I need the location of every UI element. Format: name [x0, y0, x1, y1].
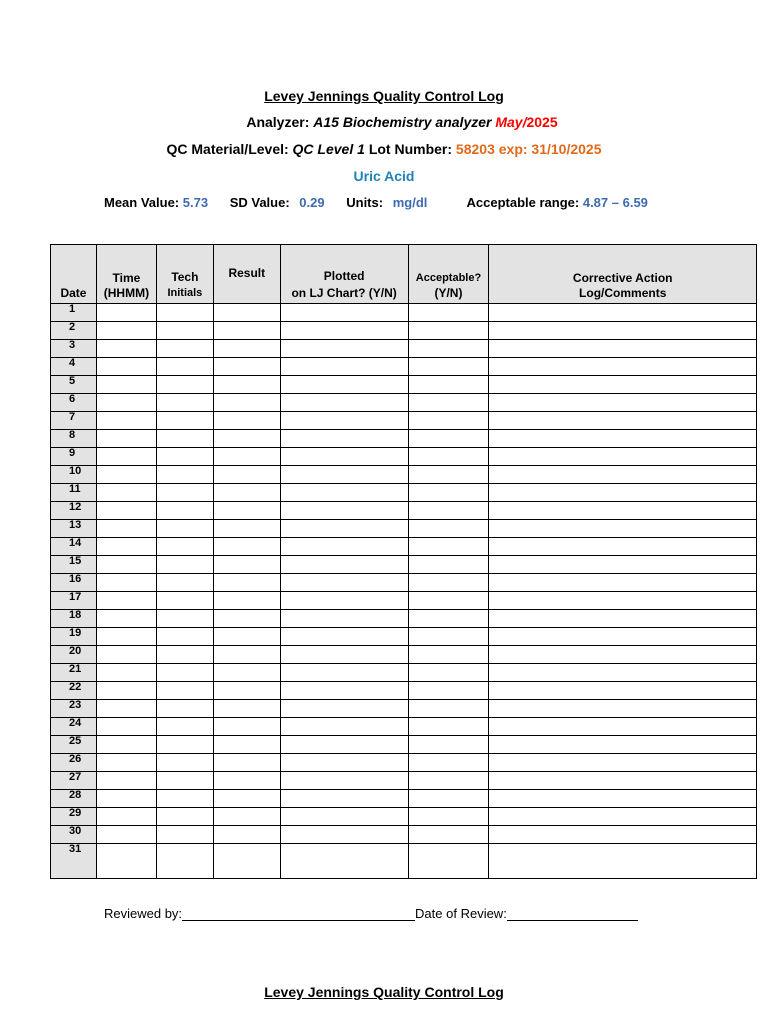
tech-cell[interactable] [156, 772, 213, 790]
time-cell[interactable] [96, 718, 156, 736]
acceptable-cell[interactable] [408, 412, 489, 430]
qc-label: QC Material/Level: [166, 141, 289, 157]
tech-cell[interactable] [156, 628, 213, 646]
tech-cell[interactable] [156, 646, 213, 664]
comments-cell[interactable] [489, 592, 757, 610]
table-row [51, 484, 757, 502]
comments-cell[interactable] [489, 412, 757, 430]
result-cell[interactable] [213, 556, 280, 574]
comments-cell[interactable] [489, 610, 757, 628]
table-row [51, 736, 757, 754]
tech-cell[interactable] [156, 844, 213, 879]
tech-cell[interactable] [156, 466, 213, 484]
col-plotted: Plotted on LJ Chart? (Y/N) [280, 245, 408, 304]
result-cell[interactable] [213, 610, 280, 628]
comments-cell[interactable] [489, 844, 757, 879]
tech-cell[interactable] [156, 718, 213, 736]
tech-cell[interactable] [156, 682, 213, 700]
plotted-cell[interactable] [280, 556, 408, 574]
comments-cell[interactable] [489, 628, 757, 646]
acceptable-cell[interactable] [408, 304, 489, 322]
plotted-cell[interactable] [280, 376, 408, 394]
acceptable-cell[interactable] [408, 736, 489, 754]
comments-cell[interactable] [489, 484, 757, 502]
col-acceptable: Acceptable? (Y/N) [408, 245, 489, 304]
result-cell[interactable] [213, 538, 280, 556]
acceptable-cell[interactable] [408, 700, 489, 718]
qc-line [0, 141, 768, 157]
table-row [51, 340, 757, 358]
acceptable-cell[interactable] [408, 808, 489, 826]
comments-cell[interactable] [489, 520, 757, 538]
time-cell[interactable] [96, 736, 156, 754]
stats-row [104, 195, 648, 210]
time-cell[interactable] [96, 844, 156, 879]
table-row [51, 538, 757, 556]
plotted-cell[interactable] [280, 340, 408, 358]
qc-level: QC Level 1 [292, 141, 365, 157]
time-cell[interactable] [96, 628, 156, 646]
date-cell: 21 [51, 664, 97, 682]
date-cell: 10 [51, 466, 97, 484]
plotted-cell[interactable] [280, 394, 408, 412]
time-cell[interactable] [96, 808, 156, 826]
comments-cell[interactable] [489, 304, 757, 322]
comments-cell[interactable] [489, 502, 757, 520]
table-row [51, 430, 757, 448]
time-cell[interactable] [96, 682, 156, 700]
comments-cell[interactable] [489, 754, 757, 772]
acceptable-cell[interactable] [408, 484, 489, 502]
tech-cell[interactable] [156, 754, 213, 772]
result-cell[interactable] [213, 592, 280, 610]
comments-cell[interactable] [489, 772, 757, 790]
comments-cell[interactable] [489, 808, 757, 826]
comments-cell[interactable] [489, 826, 757, 844]
comments-cell[interactable] [489, 556, 757, 574]
table-row [51, 358, 757, 376]
analyzer-name: A15 Biochemistry analyzer [313, 114, 492, 130]
comments-cell[interactable] [489, 430, 757, 448]
time-cell[interactable] [96, 376, 156, 394]
review-footer [104, 906, 638, 921]
plotted-cell[interactable] [280, 628, 408, 646]
comments-cell[interactable] [489, 358, 757, 376]
sd-value: 0.29 [299, 195, 325, 210]
table-row [51, 376, 757, 394]
acceptable-cell[interactable] [408, 556, 489, 574]
time-cell[interactable] [96, 430, 156, 448]
acceptable-cell[interactable] [408, 430, 489, 448]
comments-cell[interactable] [489, 682, 757, 700]
plotted-cell[interactable] [280, 844, 408, 879]
tech-cell[interactable] [156, 358, 213, 376]
result-cell[interactable] [213, 826, 280, 844]
acceptable-cell[interactable] [408, 520, 489, 538]
date-cell: 22 [51, 682, 97, 700]
result-cell[interactable] [213, 358, 280, 376]
time-cell[interactable] [96, 790, 156, 808]
tech-cell[interactable] [156, 484, 213, 502]
mean-label: Mean Value: [104, 195, 180, 210]
comments-cell[interactable] [489, 394, 757, 412]
tech-cell[interactable] [156, 304, 213, 322]
time-cell[interactable] [96, 538, 156, 556]
next-page-title: Levey Jennings Quality Control Log [264, 984, 504, 1000]
result-cell[interactable] [213, 754, 280, 772]
date-cell: 9 [51, 448, 97, 466]
date-cell: 3 [51, 340, 97, 358]
plotted-cell[interactable] [280, 718, 408, 736]
table-row [51, 394, 757, 412]
plotted-cell[interactable] [280, 502, 408, 520]
tech-cell[interactable] [156, 412, 213, 430]
tech-cell[interactable] [156, 664, 213, 682]
date-cell: 17 [51, 592, 97, 610]
time-cell[interactable] [96, 574, 156, 592]
time-cell[interactable] [96, 340, 156, 358]
time-cell[interactable] [96, 520, 156, 538]
plotted-cell[interactable] [280, 826, 408, 844]
col-time: Time (HHMM) [96, 245, 156, 304]
range-value: 4.87 – 6.59 [582, 195, 648, 210]
tech-cell[interactable] [156, 394, 213, 412]
plotted-cell[interactable] [280, 430, 408, 448]
table-row [51, 502, 757, 520]
lot-label: Lot Number: [368, 141, 453, 157]
col-date: Date [51, 245, 97, 304]
table-row [51, 556, 757, 574]
time-cell[interactable] [96, 448, 156, 466]
comments-cell[interactable] [489, 574, 757, 592]
plotted-cell[interactable] [280, 808, 408, 826]
date-cell: 5 [51, 376, 97, 394]
date-cell: 29 [51, 808, 97, 826]
table-row [51, 466, 757, 484]
result-cell[interactable] [213, 808, 280, 826]
range-label: Acceptable range: [466, 195, 580, 210]
acceptable-cell[interactable] [408, 754, 489, 772]
plotted-cell[interactable] [280, 412, 408, 430]
date-cell: 28 [51, 790, 97, 808]
units-value: mg/dl [392, 195, 428, 210]
plotted-cell[interactable] [280, 646, 408, 664]
plotted-cell[interactable] [280, 358, 408, 376]
lot-value: 58203 exp: 31/10/2025 [455, 141, 602, 157]
plotted-cell[interactable] [280, 484, 408, 502]
time-cell[interactable] [96, 556, 156, 574]
acceptable-cell[interactable] [408, 844, 489, 879]
analyzer-year: 2025 [526, 114, 558, 130]
plotted-cell[interactable] [280, 592, 408, 610]
date-cell: 27 [51, 772, 97, 790]
acceptable-cell[interactable] [408, 664, 489, 682]
time-cell[interactable] [96, 304, 156, 322]
date-cell: 2 [51, 322, 97, 340]
table-row [51, 646, 757, 664]
table-row [51, 826, 757, 844]
result-cell[interactable] [213, 466, 280, 484]
date-cell: 19 [51, 628, 97, 646]
tech-cell[interactable] [156, 826, 213, 844]
result-cell[interactable] [213, 412, 280, 430]
table-row [51, 610, 757, 628]
date-cell: 14 [51, 538, 97, 556]
comments-cell[interactable] [489, 340, 757, 358]
plotted-cell[interactable] [280, 682, 408, 700]
acceptable-cell[interactable] [408, 772, 489, 790]
date-cell: 13 [51, 520, 97, 538]
col-result: Result [213, 245, 280, 304]
result-cell[interactable] [213, 574, 280, 592]
time-cell[interactable] [96, 322, 156, 340]
analyzer-month: May/ [495, 114, 527, 130]
table-row [51, 520, 757, 538]
result-cell[interactable] [213, 646, 280, 664]
date-cell: 30 [51, 826, 97, 844]
reviewed-by-label: Reviewed by: [104, 906, 183, 921]
date-of-review-label: Date of Review: [415, 906, 507, 921]
result-cell[interactable] [213, 322, 280, 340]
tech-cell[interactable] [156, 700, 213, 718]
tech-cell[interactable] [156, 520, 213, 538]
units-label: Units: [346, 195, 384, 210]
tech-cell[interactable] [156, 736, 213, 754]
acceptable-cell[interactable] [408, 358, 489, 376]
table-row [51, 664, 757, 682]
time-cell[interactable] [96, 394, 156, 412]
analyzer-line [0, 114, 768, 130]
date-cell: 20 [51, 646, 97, 664]
plotted-cell[interactable] [280, 772, 408, 790]
date-cell: 4 [51, 358, 97, 376]
acceptable-cell[interactable] [408, 502, 489, 520]
date-cell: 23 [51, 700, 97, 718]
table-row [51, 628, 757, 646]
result-cell[interactable] [213, 628, 280, 646]
acceptable-cell[interactable] [408, 466, 489, 484]
comments-cell[interactable] [489, 448, 757, 466]
sd-label: SD Value: [229, 195, 290, 210]
table-row [51, 304, 757, 322]
date-cell: 26 [51, 754, 97, 772]
comments-cell[interactable] [489, 322, 757, 340]
comments-cell[interactable] [489, 376, 757, 394]
comments-cell[interactable] [489, 646, 757, 664]
tech-cell[interactable] [156, 430, 213, 448]
result-cell[interactable] [213, 376, 280, 394]
acceptable-cell[interactable] [408, 592, 489, 610]
plotted-cell[interactable] [280, 448, 408, 466]
table-row [51, 700, 757, 718]
date-cell: 15 [51, 556, 97, 574]
table-row [51, 718, 757, 736]
result-cell[interactable] [213, 682, 280, 700]
date-cell: 8 [51, 430, 97, 448]
tech-cell[interactable] [156, 376, 213, 394]
comments-cell[interactable] [489, 664, 757, 682]
analyte-name: Uric Acid [353, 168, 415, 184]
plotted-cell[interactable] [280, 790, 408, 808]
result-cell[interactable] [213, 736, 280, 754]
table-row [51, 772, 757, 790]
time-cell[interactable] [96, 700, 156, 718]
acceptable-cell[interactable] [408, 628, 489, 646]
time-cell[interactable] [96, 592, 156, 610]
tech-cell[interactable] [156, 610, 213, 628]
tech-cell[interactable] [156, 592, 213, 610]
time-cell[interactable] [96, 772, 156, 790]
col-corrective: Corrective Action Log/Comments [489, 245, 757, 304]
page-title: Levey Jennings Quality Control Log [264, 88, 504, 104]
acceptable-cell[interactable] [408, 826, 489, 844]
plotted-cell[interactable] [280, 322, 408, 340]
time-cell[interactable] [96, 826, 156, 844]
table-row [51, 682, 757, 700]
time-cell[interactable] [96, 466, 156, 484]
reviewed-by-blank[interactable] [182, 908, 415, 921]
acceptable-cell[interactable] [408, 574, 489, 592]
table-header-row [51, 245, 757, 304]
result-cell[interactable] [213, 430, 280, 448]
acceptable-cell[interactable] [408, 340, 489, 358]
table-row [51, 790, 757, 808]
date-cell: 1 [51, 304, 97, 322]
acceptable-cell[interactable] [408, 376, 489, 394]
plotted-cell[interactable] [280, 574, 408, 592]
time-cell[interactable] [96, 484, 156, 502]
table-row [51, 574, 757, 592]
date-cell: 16 [51, 574, 97, 592]
result-cell[interactable] [213, 718, 280, 736]
table-row [51, 844, 757, 879]
date-cell: 6 [51, 394, 97, 412]
result-cell[interactable] [213, 340, 280, 358]
acceptable-cell[interactable] [408, 394, 489, 412]
result-cell[interactable] [213, 664, 280, 682]
time-cell[interactable] [96, 358, 156, 376]
table-row [51, 448, 757, 466]
time-cell[interactable] [96, 502, 156, 520]
result-cell[interactable] [213, 448, 280, 466]
plotted-cell[interactable] [280, 610, 408, 628]
table-row [51, 592, 757, 610]
analyzer-label: Analyzer: [246, 114, 310, 130]
date-cell: 25 [51, 736, 97, 754]
acceptable-cell[interactable] [408, 610, 489, 628]
result-cell[interactable] [213, 772, 280, 790]
acceptable-cell[interactable] [408, 322, 489, 340]
tech-cell[interactable] [156, 322, 213, 340]
acceptable-cell[interactable] [408, 718, 489, 736]
date-cell: 11 [51, 484, 97, 502]
comments-cell[interactable] [489, 466, 757, 484]
result-cell[interactable] [213, 520, 280, 538]
date-cell: 7 [51, 412, 97, 430]
comments-cell[interactable] [489, 790, 757, 808]
acceptable-cell[interactable] [408, 790, 489, 808]
tech-cell[interactable] [156, 448, 213, 466]
plotted-cell[interactable] [280, 736, 408, 754]
date-cell: 18 [51, 610, 97, 628]
table-row [51, 754, 757, 772]
tech-cell[interactable] [156, 502, 213, 520]
date-of-review-blank[interactable] [507, 908, 638, 921]
result-cell[interactable] [213, 700, 280, 718]
tech-cell[interactable] [156, 808, 213, 826]
comments-cell[interactable] [489, 538, 757, 556]
result-cell[interactable] [213, 502, 280, 520]
result-cell[interactable] [213, 484, 280, 502]
tech-cell[interactable] [156, 340, 213, 358]
result-cell[interactable] [213, 394, 280, 412]
comments-cell[interactable] [489, 736, 757, 754]
acceptable-cell[interactable] [408, 538, 489, 556]
plotted-cell[interactable] [280, 304, 408, 322]
acceptable-cell[interactable] [408, 646, 489, 664]
tech-cell[interactable] [156, 574, 213, 592]
table-row [51, 808, 757, 826]
plotted-cell[interactable] [280, 700, 408, 718]
date-cell: 12 [51, 502, 97, 520]
date-cell: 24 [51, 718, 97, 736]
plotted-cell[interactable] [280, 754, 408, 772]
plotted-cell[interactable] [280, 466, 408, 484]
qc-log-table [50, 244, 757, 879]
tech-cell[interactable] [156, 556, 213, 574]
acceptable-cell[interactable] [408, 448, 489, 466]
table-row [51, 412, 757, 430]
comments-cell[interactable] [489, 718, 757, 736]
plotted-cell[interactable] [280, 538, 408, 556]
time-cell[interactable] [96, 646, 156, 664]
acceptable-cell[interactable] [408, 682, 489, 700]
result-cell[interactable] [213, 790, 280, 808]
mean-value: 5.73 [182, 195, 209, 210]
table-row [51, 322, 757, 340]
tech-cell[interactable] [156, 538, 213, 556]
plotted-cell[interactable] [280, 664, 408, 682]
time-cell[interactable] [96, 754, 156, 772]
tech-cell[interactable] [156, 790, 213, 808]
time-cell[interactable] [96, 412, 156, 430]
col-tech: Tech Initials [156, 245, 213, 304]
time-cell[interactable] [96, 664, 156, 682]
date-cell: 31 [51, 844, 97, 879]
time-cell[interactable] [96, 610, 156, 628]
result-cell[interactable] [213, 844, 280, 879]
plotted-cell[interactable] [280, 520, 408, 538]
comments-cell[interactable] [489, 700, 757, 718]
result-cell[interactable] [213, 304, 280, 322]
